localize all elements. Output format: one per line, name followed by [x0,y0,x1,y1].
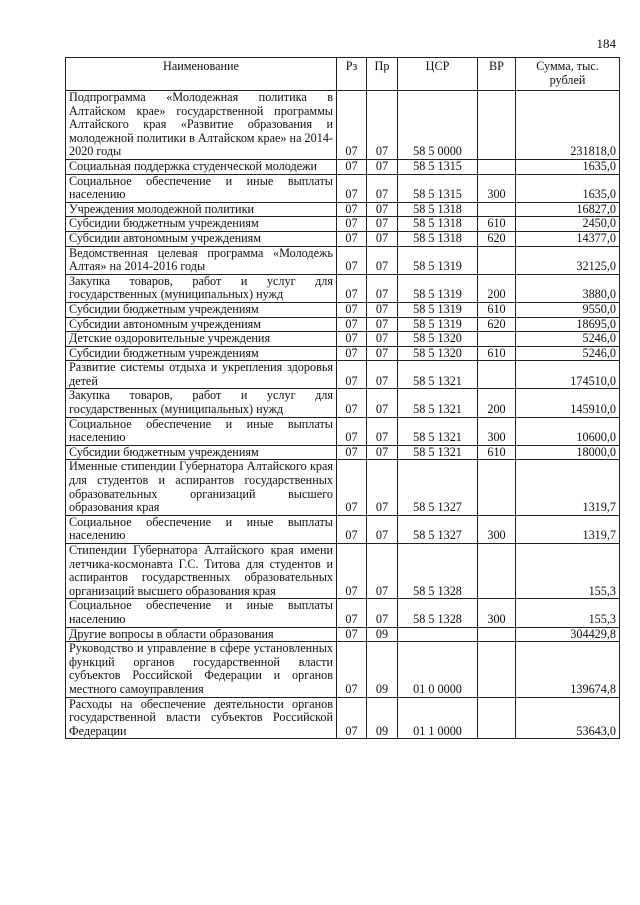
row-rz: 07 [337,515,367,543]
row-vr: 200 [478,389,516,417]
table-header-row [66,58,620,91]
row-pr: 07 [367,274,398,302]
row-name: Расходы на обеспечение деятельности органов государственной власти субъектов Российской Федерации [66,697,337,739]
header-sum: Сумма, тыс. рублей [516,58,620,91]
row-csr: 58 5 1327 [398,460,478,515]
row-rz: 07 [337,332,367,347]
row-name: Социальное обеспечение и иные выплаты населению [66,515,337,543]
row-rz: 07 [337,317,367,332]
row-name: Субсидии автономным учреждениям [66,317,337,332]
table-row [66,515,620,543]
table-row [66,544,620,599]
table-row [66,599,620,627]
row-name: Социальное обеспечение и иные выплаты населению [66,174,337,202]
row-rz: 07 [337,217,367,232]
row-name: Социальное обеспечение и иные выплаты населению [66,599,337,627]
row-sum: 1635,0 [516,174,620,202]
row-pr: 07 [367,417,398,445]
row-name: Руководство и управление в сфере установленных функций органов государственной власти субъектов Российской Федерации и органов местного самоуправления [66,642,337,697]
row-vr: 620 [478,231,516,246]
row-sum: 304429,8 [516,627,620,642]
row-rz: 07 [337,599,367,627]
row-csr: 58 5 1328 [398,544,478,599]
row-rz: 07 [337,174,367,202]
row-pr: 07 [367,91,398,160]
row-name: Субсидии бюджетным учреждениям [66,346,337,361]
row-vr [478,642,516,697]
row-rz: 07 [337,302,367,317]
row-vr: 610 [478,217,516,232]
row-vr: 300 [478,515,516,543]
row-sum: 145910,0 [516,389,620,417]
row-csr: 58 5 1319 [398,302,478,317]
row-name: Учреждения молодежной политики [66,202,337,217]
row-name: Детские оздоровительные учреждения [66,332,337,347]
row-csr: 58 5 1318 [398,217,478,232]
row-sum: 10600,0 [516,417,620,445]
table-row [66,389,620,417]
row-csr: 58 5 1318 [398,202,478,217]
table-row [66,361,620,389]
row-vr: 610 [478,445,516,460]
row-sum: 174510,0 [516,361,620,389]
row-sum: 16827,0 [516,202,620,217]
table-row [66,697,620,739]
row-name: Социальная поддержка студенческой молодежи [66,159,337,174]
page-number: 184 [596,36,616,51]
row-vr [478,361,516,389]
row-pr: 07 [367,317,398,332]
table-row [66,627,620,642]
row-sum: 155,3 [516,599,620,627]
table-row [66,317,620,332]
table-row [66,332,620,347]
row-vr: 620 [478,317,516,332]
row-csr: 58 5 1315 [398,174,478,202]
row-sum: 5246,0 [516,332,620,347]
row-rz: 07 [337,642,367,697]
row-rz: 07 [337,445,367,460]
row-name: Субсидии бюджетным учреждениям [66,445,337,460]
row-csr: 58 5 1320 [398,332,478,347]
row-pr: 07 [367,460,398,515]
row-sum: 32125,0 [516,246,620,274]
row-pr: 07 [367,599,398,627]
row-name: Социальное обеспечение и иные выплаты населению [66,417,337,445]
row-rz: 07 [337,202,367,217]
row-csr [398,627,478,642]
row-rz: 07 [337,274,367,302]
row-vr: 610 [478,302,516,317]
row-csr: 58 5 1321 [398,389,478,417]
row-sum: 14377,0 [516,231,620,246]
row-vr [478,332,516,347]
row-vr [478,627,516,642]
row-vr: 300 [478,174,516,202]
row-pr: 07 [367,159,398,174]
row-csr: 58 5 1321 [398,417,478,445]
row-rz: 07 [337,417,367,445]
row-csr: 58 5 1321 [398,361,478,389]
row-pr: 07 [367,389,398,417]
row-pr: 07 [367,202,398,217]
table-row [66,346,620,361]
row-name: Закупка товаров, работ и услуг для государственных (муниципальных) нужд [66,274,337,302]
row-sum: 1635,0 [516,159,620,174]
row-pr: 09 [367,697,398,739]
row-rz: 07 [337,389,367,417]
row-name: Закупка товаров, работ и услуг для государственных (муниципальных) нужд [66,389,337,417]
row-vr [478,544,516,599]
table-row [66,460,620,515]
row-vr: 300 [478,599,516,627]
row-sum: 2450,0 [516,217,620,232]
row-csr: 01 1 0000 [398,697,478,739]
row-sum: 3880,0 [516,274,620,302]
row-vr [478,460,516,515]
row-csr: 58 5 1327 [398,515,478,543]
table-row [66,246,620,274]
row-pr: 07 [367,174,398,202]
row-name: Субсидии бюджетным учреждениям [66,302,337,317]
header-name: Наименование [66,58,337,91]
row-csr: 58 5 1319 [398,317,478,332]
table-row [66,202,620,217]
row-sum: 9550,0 [516,302,620,317]
row-name: Ведомственная целевая программа «Молодежь Алтая» на 2014-2016 годы [66,246,337,274]
table-row [66,159,620,174]
table-row [66,417,620,445]
row-pr: 09 [367,642,398,697]
row-sum: 18000,0 [516,445,620,460]
row-rz: 07 [337,91,367,160]
row-rz: 07 [337,460,367,515]
row-pr: 07 [367,217,398,232]
row-pr: 07 [367,302,398,317]
header-pr: Пр [367,58,398,91]
table-row [66,91,620,160]
row-name: Субсидии бюджетным учреждениям [66,217,337,232]
row-rz: 07 [337,346,367,361]
row-pr: 07 [367,515,398,543]
row-vr [478,246,516,274]
table-row [66,642,620,697]
row-pr: 07 [367,231,398,246]
table-row [66,174,620,202]
row-vr [478,91,516,160]
row-sum: 155,3 [516,544,620,599]
row-sum: 139674,8 [516,642,620,697]
row-csr: 58 5 1320 [398,346,478,361]
row-pr: 07 [367,346,398,361]
table-row [66,274,620,302]
row-csr: 58 5 1328 [398,599,478,627]
row-pr: 07 [367,544,398,599]
budget-table [65,57,620,739]
row-vr: 200 [478,274,516,302]
row-rz: 07 [337,159,367,174]
row-rz: 07 [337,544,367,599]
row-sum: 53643,0 [516,697,620,739]
row-name: Именные стипендии Губернатора Алтайского края для студентов и аспирантов государственных образовательных организаций высшего образования края [66,460,337,515]
row-rz: 07 [337,246,367,274]
table-row [66,231,620,246]
header-csr: ЦСР [398,58,478,91]
row-rz: 07 [337,361,367,389]
row-pr: 07 [367,332,398,347]
row-sum: 1319,7 [516,515,620,543]
row-vr [478,202,516,217]
row-csr: 58 5 1318 [398,231,478,246]
row-pr: 07 [367,445,398,460]
row-pr: 07 [367,246,398,274]
header-vr: ВР [478,58,516,91]
table-row [66,302,620,317]
row-sum: 231818,0 [516,91,620,160]
row-sum: 5246,0 [516,346,620,361]
row-sum: 1319,7 [516,460,620,515]
row-rz: 07 [337,697,367,739]
row-name: Субсидии автономным учреждениям [66,231,337,246]
table-row [66,217,620,232]
header-rz: Рз [337,58,367,91]
row-sum: 18695,0 [516,317,620,332]
row-csr: 58 5 1321 [398,445,478,460]
row-rz: 07 [337,627,367,642]
row-csr: 58 5 0000 [398,91,478,160]
row-vr: 300 [478,417,516,445]
row-pr: 09 [367,627,398,642]
row-vr: 610 [478,346,516,361]
row-pr: 07 [367,361,398,389]
row-csr: 58 5 1315 [398,159,478,174]
table-row [66,445,620,460]
row-name: Стипендии Губернатора Алтайского края имени летчика-космонавта Г.С. Титова для студентов и аспирантов государственных образовательных организаций высшего образования края [66,544,337,599]
row-name: Другие вопросы в области образования [66,627,337,642]
row-rz: 07 [337,231,367,246]
row-csr: 58 5 1319 [398,274,478,302]
row-name: Подпрограмма «Молодежная политика в Алтайском крае» государственной программы Алтайского края «Развитие образования и молодежной политики в Алтайском крае» на 2014-2020 годы [66,91,337,160]
row-csr: 58 5 1319 [398,246,478,274]
row-name: Развитие системы отдыха и укрепления здоровья детей [66,361,337,389]
row-csr: 01 0 0000 [398,642,478,697]
row-vr [478,159,516,174]
row-vr [478,697,516,739]
